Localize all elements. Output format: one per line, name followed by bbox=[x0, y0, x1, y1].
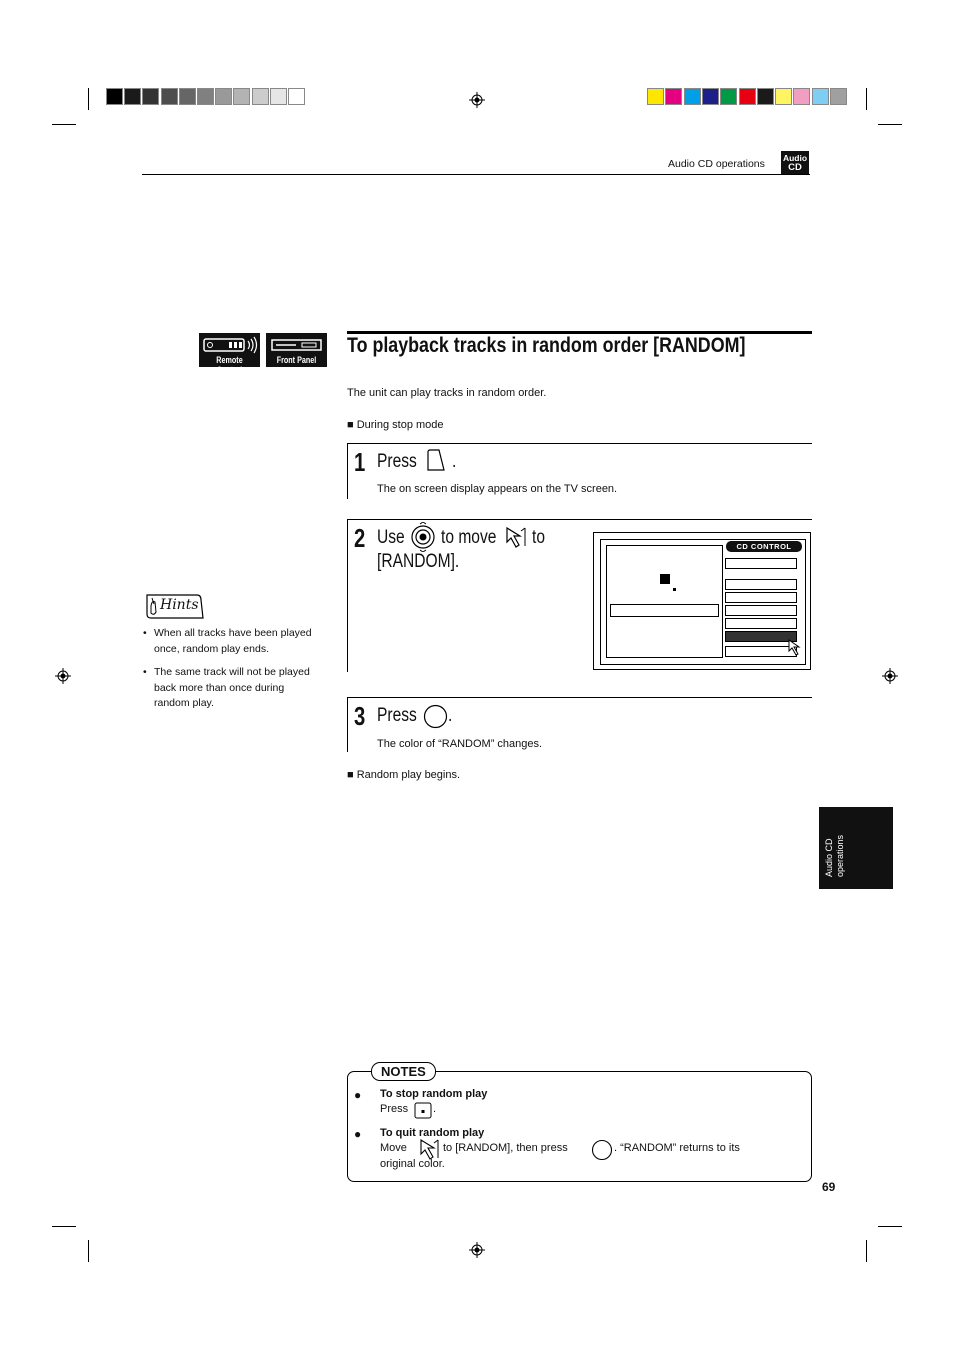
osd-highlight-bar bbox=[610, 604, 719, 617]
color-swatch bbox=[757, 88, 774, 105]
step-3-number: 3 bbox=[354, 701, 366, 731]
stop-button-icon bbox=[414, 1102, 432, 1119]
color-swatch bbox=[665, 88, 682, 105]
osd-playback-indicator bbox=[660, 574, 670, 584]
step-3-detail: The color of “RANDOM” changes. bbox=[377, 738, 543, 750]
crop-mark bbox=[52, 124, 76, 125]
hint-item bbox=[143, 665, 312, 712]
step-1-period: . bbox=[452, 451, 457, 472]
step-3-period: . bbox=[448, 705, 453, 726]
osd-menu-item bbox=[725, 605, 797, 616]
front-panel-label: Front Panel bbox=[276, 355, 317, 365]
notes-quit-tail: . “RANDOM” returns to its bbox=[614, 1142, 740, 1154]
step-3-press-text: Press bbox=[377, 705, 417, 726]
header-rule bbox=[142, 174, 810, 175]
badge-line: Audio bbox=[782, 153, 808, 163]
notes-quit-move: Move bbox=[380, 1142, 407, 1154]
enter-button-icon bbox=[423, 704, 448, 729]
hint-line: When all tracks have been played bbox=[154, 627, 312, 639]
page-title: To playback tracks in random order [RANDOM] bbox=[347, 334, 746, 357]
gray-swatch bbox=[106, 88, 123, 105]
color-swatch bbox=[739, 88, 756, 105]
gray-swatch bbox=[161, 88, 178, 105]
front-panel-device-icon bbox=[266, 333, 327, 357]
notes-bullet: ● bbox=[354, 1127, 362, 1141]
osd-menu-item bbox=[725, 618, 797, 629]
remote-control-icon bbox=[199, 333, 260, 375]
step-2-use-text: Use bbox=[377, 527, 405, 548]
gray-swatch bbox=[252, 88, 269, 105]
notes-stop-period: . bbox=[433, 1103, 437, 1115]
hint-line: back more than once during bbox=[154, 681, 285, 694]
notes-quit-middle: to [RANDOM], then press bbox=[443, 1142, 568, 1154]
side-tab-line: Audio CD bbox=[824, 838, 834, 877]
osd-menu-item bbox=[725, 558, 797, 569]
result-text: ■ Random play begins. bbox=[347, 769, 461, 781]
crop-mark bbox=[866, 1240, 867, 1262]
notes-quit-line2: original color. bbox=[380, 1158, 445, 1170]
step-2-move-text: to move bbox=[441, 527, 497, 548]
front-panel-icon bbox=[266, 333, 327, 367]
gray-swatch bbox=[233, 88, 250, 105]
crop-mark bbox=[878, 1226, 902, 1227]
crop-mark bbox=[866, 88, 867, 110]
step-1-press-text: Press bbox=[377, 451, 417, 472]
color-swatch bbox=[684, 88, 701, 105]
gray-swatch bbox=[197, 88, 214, 105]
hints-badge bbox=[143, 592, 205, 622]
registration-mark-icon bbox=[469, 1242, 485, 1258]
badge-line: CD bbox=[788, 162, 802, 173]
gray-swatch bbox=[179, 88, 196, 105]
osd-left-panel bbox=[606, 545, 723, 658]
registration-mark-icon bbox=[882, 668, 898, 684]
remote-device-icon bbox=[199, 333, 260, 357]
osd-cursor-icon bbox=[787, 638, 803, 656]
hint-bullet: • bbox=[143, 666, 147, 678]
display-button-icon bbox=[425, 448, 447, 472]
crop-mark bbox=[878, 124, 902, 125]
step-1-number: 1 bbox=[354, 447, 366, 477]
hint-line: random play. bbox=[154, 697, 214, 709]
audio-cd-badge bbox=[781, 151, 809, 175]
color-swatch bbox=[793, 88, 810, 105]
gray-swatch bbox=[142, 88, 159, 105]
notes-bullet: ● bbox=[354, 1088, 362, 1102]
osd-menu-item bbox=[725, 579, 797, 590]
hint-line: The same track will not be played bbox=[154, 666, 310, 678]
notes-heading-stop: To stop random play bbox=[380, 1088, 488, 1100]
step-1-detail: The on screen display appears on the TV screen. bbox=[377, 483, 618, 495]
osd-menu-item bbox=[725, 592, 797, 603]
color-swatch bbox=[830, 88, 847, 105]
side-tab-label bbox=[824, 797, 846, 877]
notes-label: NOTES bbox=[371, 1062, 436, 1081]
step-2-number: 2 bbox=[354, 523, 366, 553]
color-swatch bbox=[720, 88, 737, 105]
enter-button-icon bbox=[591, 1139, 613, 1161]
condition-text: ■ During stop mode bbox=[347, 419, 444, 431]
notes-stop-press: Press bbox=[380, 1103, 409, 1115]
hint-line: once, random play ends. bbox=[154, 642, 269, 655]
intro-text: The unit can play tracks in random order. bbox=[347, 387, 547, 399]
crop-mark bbox=[88, 1240, 89, 1262]
jog-dial-icon bbox=[410, 522, 436, 552]
gray-swatch bbox=[288, 88, 305, 105]
color-swatch bbox=[647, 88, 664, 105]
color-swatch bbox=[775, 88, 792, 105]
osd-title-tab: CD CONTROL bbox=[726, 541, 802, 552]
remote-control-label: Remote Control bbox=[216, 355, 243, 375]
hints-label: Hints bbox=[160, 597, 199, 613]
pointer-arrow-icon bbox=[505, 526, 527, 550]
page-number: 69 bbox=[822, 1180, 836, 1194]
section-header-label: Audio CD operations bbox=[668, 158, 765, 170]
hint-item bbox=[143, 626, 312, 657]
gray-swatch bbox=[124, 88, 141, 105]
gray-swatch bbox=[270, 88, 287, 105]
notes-heading-quit: To quit random play bbox=[380, 1127, 485, 1139]
crop-mark bbox=[88, 88, 89, 110]
step-2-random-text: [RANDOM]. bbox=[377, 551, 460, 572]
gray-swatch bbox=[215, 88, 232, 105]
side-tab-line: operations bbox=[835, 834, 845, 877]
step-2-to-text: to bbox=[532, 527, 546, 548]
hint-bullet: • bbox=[143, 627, 147, 639]
osd-playback-dot bbox=[673, 588, 676, 591]
side-tab bbox=[819, 807, 893, 889]
registration-mark-icon bbox=[55, 668, 71, 684]
crop-mark bbox=[52, 1226, 76, 1227]
registration-mark-icon bbox=[469, 92, 485, 108]
hints-list bbox=[143, 626, 312, 712]
color-swatch bbox=[702, 88, 719, 105]
color-swatch bbox=[812, 88, 829, 105]
